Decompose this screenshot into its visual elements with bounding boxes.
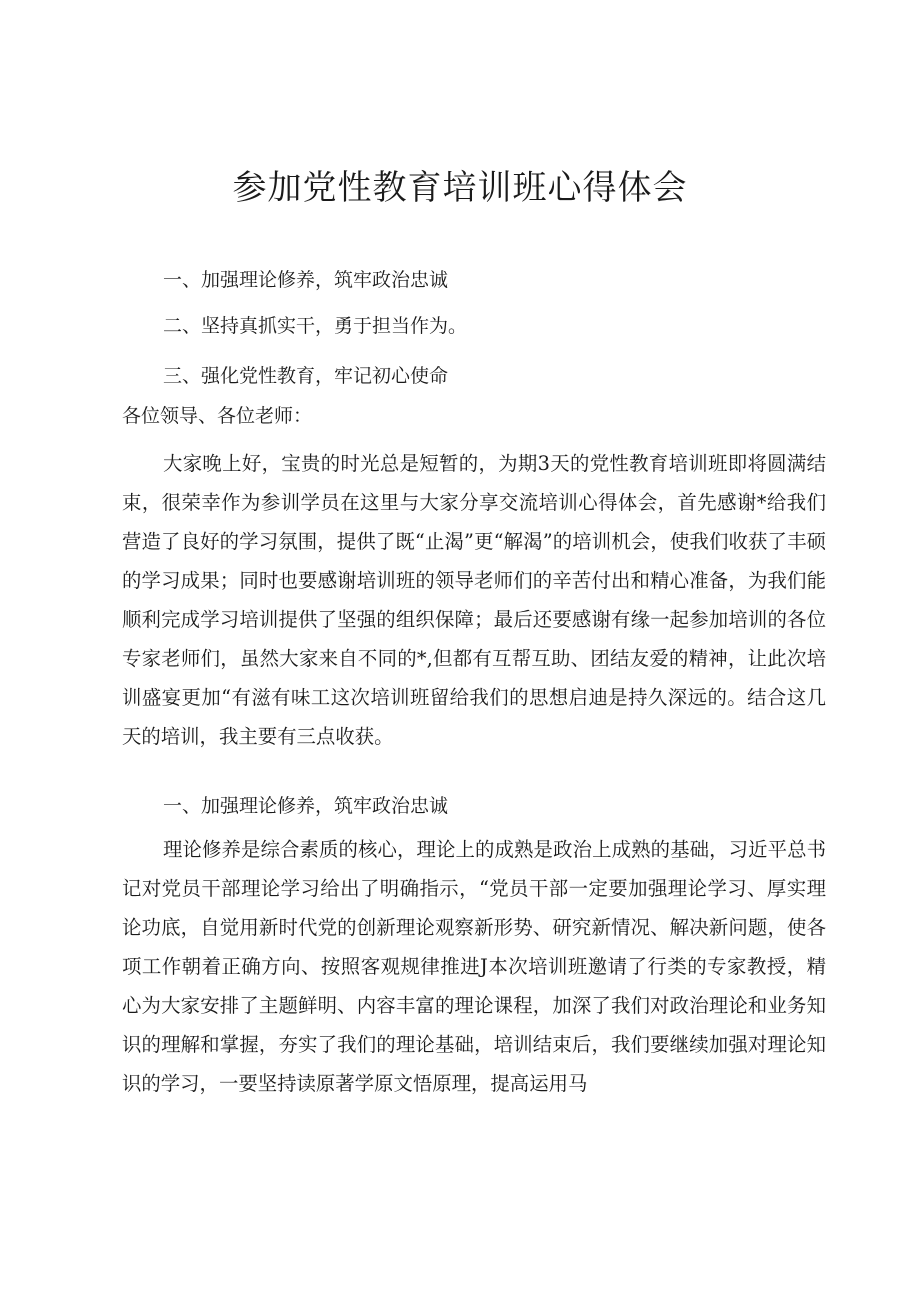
outline-item-1: 一、加强理论修养，筑牢政治忠诚 bbox=[163, 269, 449, 291]
outline-item-3: 三、强化党性教育，牢记初心使命 bbox=[163, 365, 449, 387]
document-title: 参加党性教育培训班心得体会 bbox=[232, 168, 688, 208]
paragraph-theory: 理论修养是综合素质的核心，理论上的成熟是政治上成熟的基础，习近平总书记对党员干部理论学习给出了明确指示，“党员干部一定要加强理论学习、厚实理论功底，自觉用新时代党的创新理论观察新形势、研究新情况、解决新问题，使各项工作朝着正确方向、按照客观规律推进J本次培训班邀请了行类的专家教授，精心为大家安排了主题鲜明、内容丰富的理论课程，加深了我们对政治理论和业务知识的理解和掌握，夯实了我们的理论基础，培训结束后，我们要继续加强对理论知识的学习，一要坚持读原著学原文悟原理，提高运用马 bbox=[122, 838, 826, 1095]
outline-item-2: 二、坚持真抓实干，勇于担当作为。 bbox=[163, 315, 468, 337]
paragraph-opening: 大家晚上好，宝贵的时光总是短暂的，为期3天的党性教育培训班即将圆满结束，很荣幸作为参训学员在这里与大家分享交流培训心得体会，首先感谢*给我们营造了良好的学习氛围，提供了既“止渴”更“解渴”的培训机会，使我们收获了丰硕的学习成果；同时也要感谢培训班的领导老师们的辛苦付出和精心准备，为我们能顺利完成学习培训提供了坚强的组织保障；最后还要感谢有缘一起参加培训的各位专家老师们，虽然大家来自不同的*,但都有互帮互助、团结友爱的精神，让此次培训盛宴更加“有滋有味工这次培训班留给我们的思想启迪是持久深远的。结合这几天的培训，我主要有三点收获。 bbox=[122, 452, 826, 748]
section-heading-1: 一、加强理论修养，筑牢政治忠诚 bbox=[163, 795, 449, 817]
salutation: 各位领导、各位老师： bbox=[122, 405, 313, 427]
